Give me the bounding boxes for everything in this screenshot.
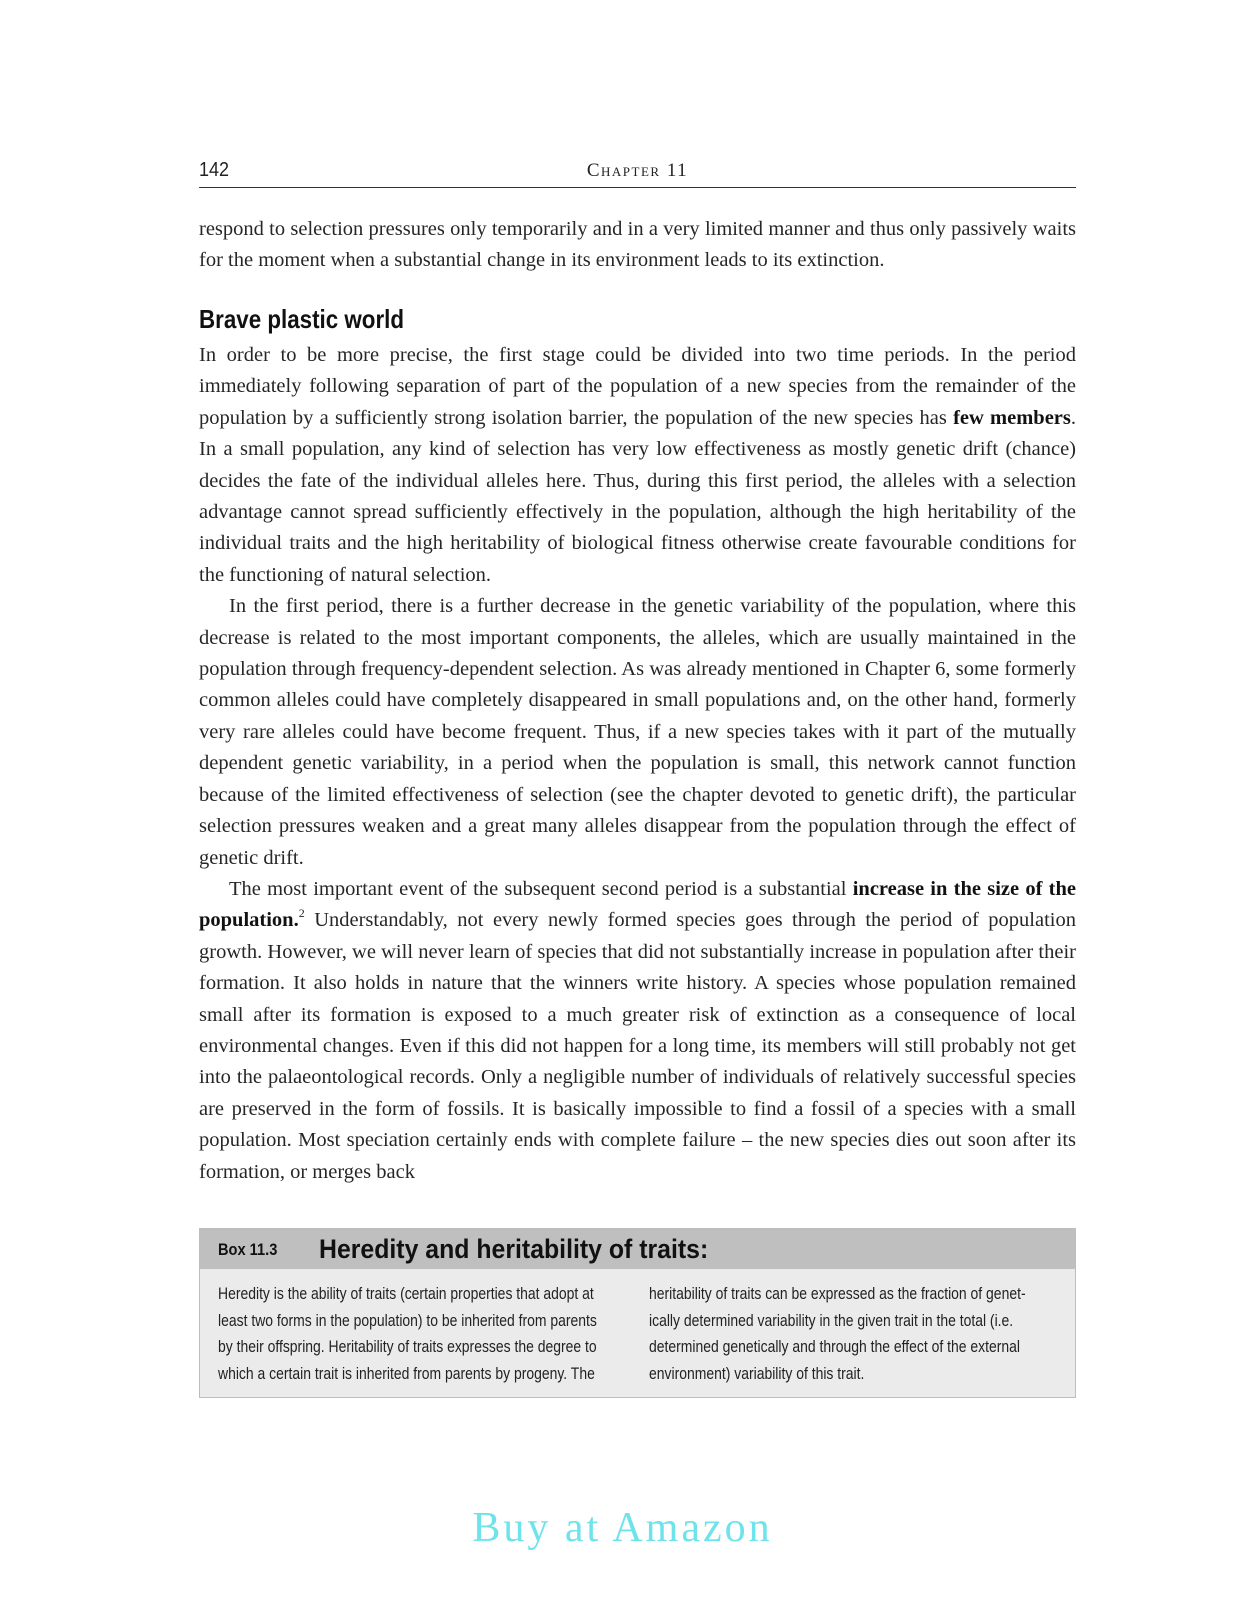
info-box-label: Box 11.3 — [218, 1240, 278, 1259]
paragraph-3 — [199, 874, 1076, 1188]
paragraph-1 — [199, 340, 1076, 591]
paragraph-3-text-b: Understandably, not every newly formed species goes through the period of population growth. However, we will never learn of species that did not substantially increase in population after their formation. It also holds in nature that the winners write history. A species whose population remained small after its formation is exposed to a much greater risk of extinction as a consequence of local environmental changes. Even if this did not happen for a long time, its members will still probably not get into the palaeontological records. Only a negligible number of individuals of relatively successful species are preserved in the form of fossils. It is basically impossible to find a fossil of a species with a small population. Most speciation certainly ends with complete failure – the new species dies out soon after its formation, or merges back — [199, 909, 1076, 1183]
box-line: by their offspring. Heritability of traits expresses the degree to — [218, 1337, 597, 1356]
box-line: Heredity is the ability of traits (certain properties that adopt at — [218, 1284, 594, 1303]
info-box-right-column — [649, 1281, 1026, 1387]
box-line: determined genetically and through the effect of the external — [649, 1337, 1020, 1356]
info-box-header — [200, 1229, 1075, 1269]
intro-paragraph: respond to selection pressures only temporarily and in a very limited manner and thus only passively waits for the moment when a substantial change in its environment leads to its extinction. — [199, 218, 1076, 272]
paragraph-1-text-a: In order to be more precise, the first stage could be divided into two time periods. In the period immediately following separation of part of the population of a new species from the remainder of the population by a sufficiently strong isolation barrier, the population of the new species has — [199, 344, 1076, 429]
info-box-left-column — [218, 1281, 597, 1387]
info-box — [199, 1228, 1076, 1398]
running-head — [199, 157, 1076, 188]
section-heading: Brave plastic world — [199, 304, 405, 334]
paragraph-3-text-a: The most important event of the subsequent second period is a substantial — [229, 877, 853, 900]
amazon-watermark-link[interactable]: Buy at Amazon — [472, 1505, 773, 1551]
section-body — [199, 340, 1076, 1188]
intro-paragraph-block — [199, 214, 1076, 277]
paragraph-3-bold: increase in the size of the population. — [199, 877, 1076, 932]
paragraph-1-text-b: . In a small population, any kind of selection has very low effectiveness as mostly genetic drift (chance) decides the fate of the individual alleles here. Thus, during this first period, the alleles with a selection advantage cannot spread sufficiently effectively in the population, although the high heritability of the individual traits and the high heritability of biological fitness otherwise create favourable conditions for the functioning of natural selection. — [199, 406, 1076, 586]
box-line: which a certain trait is inherited from parents by progeny. The — [218, 1363, 595, 1383]
info-box-title: Heredity and heritability of traits: — [319, 1234, 709, 1264]
box-line: ically determined variability in the given trait in the total (i.e. — [649, 1310, 1014, 1330]
footnote-marker[interactable]: 2 — [298, 906, 305, 921]
box-line: least two forms in the population) to be inherited from parents — [218, 1310, 597, 1330]
page-number: 142 — [199, 159, 230, 181]
box-line: heritability of traits can be expressed as the fraction of genet- — [649, 1284, 1026, 1303]
paragraph-1-bold: few members — [953, 406, 1071, 429]
box-line: environment) variability of this trait. — [649, 1363, 865, 1383]
chapter-label: Chapter 11 — [586, 160, 689, 181]
paragraph-2: In the first period, there is a further decrease in the genetic variability of the population, where this decrease is related to the most important components, the alleles, which are usually maintained in the population through frequency-dependent selection. As was already mentioned in Chapter 6, some formerly common alleles could have completely disappeared in small populations and, on the other hand, formerly very rare alleles could have become frequent. Thus, if a new species takes with it part of the mutually dependent genetic variability, in a period when the population is small, this network cannot function because of the limited effectiveness of selection (see the chapter devoted to genetic drift), the particular selection pressures weaken and a great many alleles disappear from the population through the effect of genetic drift. — [199, 595, 1076, 869]
